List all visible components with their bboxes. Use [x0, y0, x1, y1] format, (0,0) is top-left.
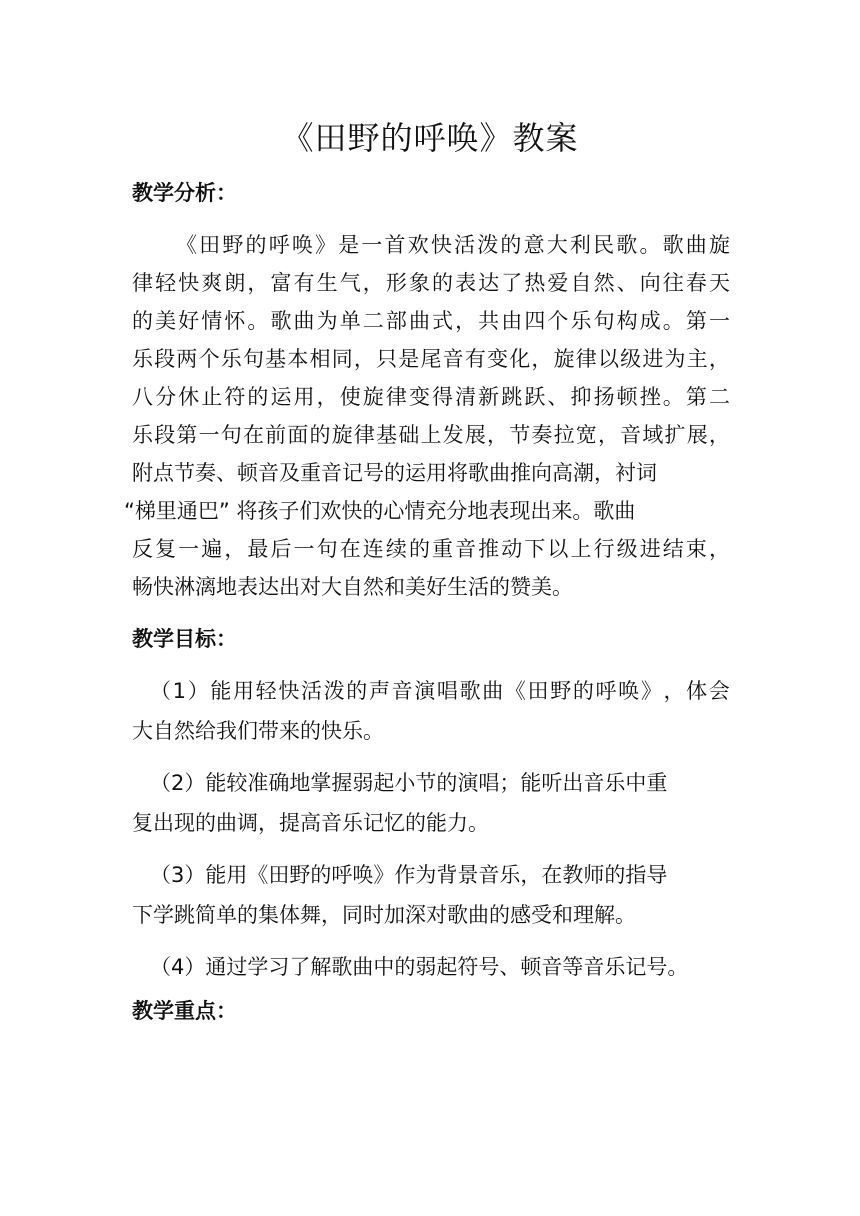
analysis-line-2: 律 轻 快 爽 朗 ， 富 有 生 气 ， 形 象 的 表 达 了 热 爱 自 然 、 向 往 春 天	[132, 271, 730, 295]
goals-line-5: （3）能用《田野的呼唤》作为背景音乐，在教师的指导	[150, 863, 668, 887]
section-heading-analysis: 教学分析：	[132, 181, 237, 205]
analysis-line-10: 畅快淋漓地表达出对大自然和美好生活的赞美。	[132, 575, 573, 599]
analysis-line-1: 《 田 野 的 呼 唤 》 是 一 首 欢 快 活 泼 的 意 大 利 民 歌 。 歌 曲 旋	[176, 233, 730, 257]
goals-line-2: 大自然给我们带来的快乐。	[132, 719, 384, 743]
goals-line-7: （4）通过学习了解歌曲中的弱起符号、顿音等音乐记号。	[150, 955, 689, 979]
page-title: 《田野的呼唤》教案	[281, 119, 579, 157]
analysis-line-6: 乐 段 第 一 句 在 前 面 的 旋 律 基 础 上 发 展 ， 节 奏 拉 宽 ， 音 域 扩 展 ，	[132, 423, 730, 447]
section-heading-focus: 教学重点：	[132, 999, 237, 1023]
analysis-line-5: 八 分 休 止 符 的 运 用 ， 使 旋 律 变 得 清 新 跳 跃 、 抑 扬 顿 挫 。 第 二	[132, 385, 730, 409]
goals-line-3: （2）能较准确地掌握弱起小节的演唱；能听出音乐中重	[150, 771, 668, 795]
analysis-line-9: 反 复 一 遍 ， 最 后 一 句 在 连 续 的 重 音 推 动 下 以 上 行 级 进 结 束 ，	[132, 537, 730, 561]
goals-line-1: （ 1 ） 能 用 轻 快 活 泼 的 声 音 演 唱 歌 曲 《 田 野 的 呼 唤 》 ， 体 会	[150, 679, 730, 703]
section-heading-goals: 教学目标：	[132, 627, 237, 651]
analysis-line-4: 乐 段 两 个 乐 句 基 本 相 同 ， 只 是 尾 音 有 变 化 ， 旋 律 以 级 进 为 主 ，	[132, 347, 730, 371]
analysis-line-3: 的 美 好 情 怀 。 歌 曲 为 单 二 部 曲 式 ， 共 由 四 个 乐 句 构 成 。 第 一	[132, 309, 730, 333]
analysis-line-7: 附点节奏、顿音及重音记号的运用将歌曲推向高潮，衬词	[132, 461, 657, 485]
goals-line-4: 复出现的曲调，提高音乐记忆的能力。	[132, 811, 489, 835]
goals-line-6: 下学跳简单的集体舞，同时加深对歌曲的感受和理解。	[132, 903, 636, 927]
analysis-line-8: “梯里通巴” 将孩子们欢快的心情充分地表现出来。歌曲	[124, 499, 636, 523]
